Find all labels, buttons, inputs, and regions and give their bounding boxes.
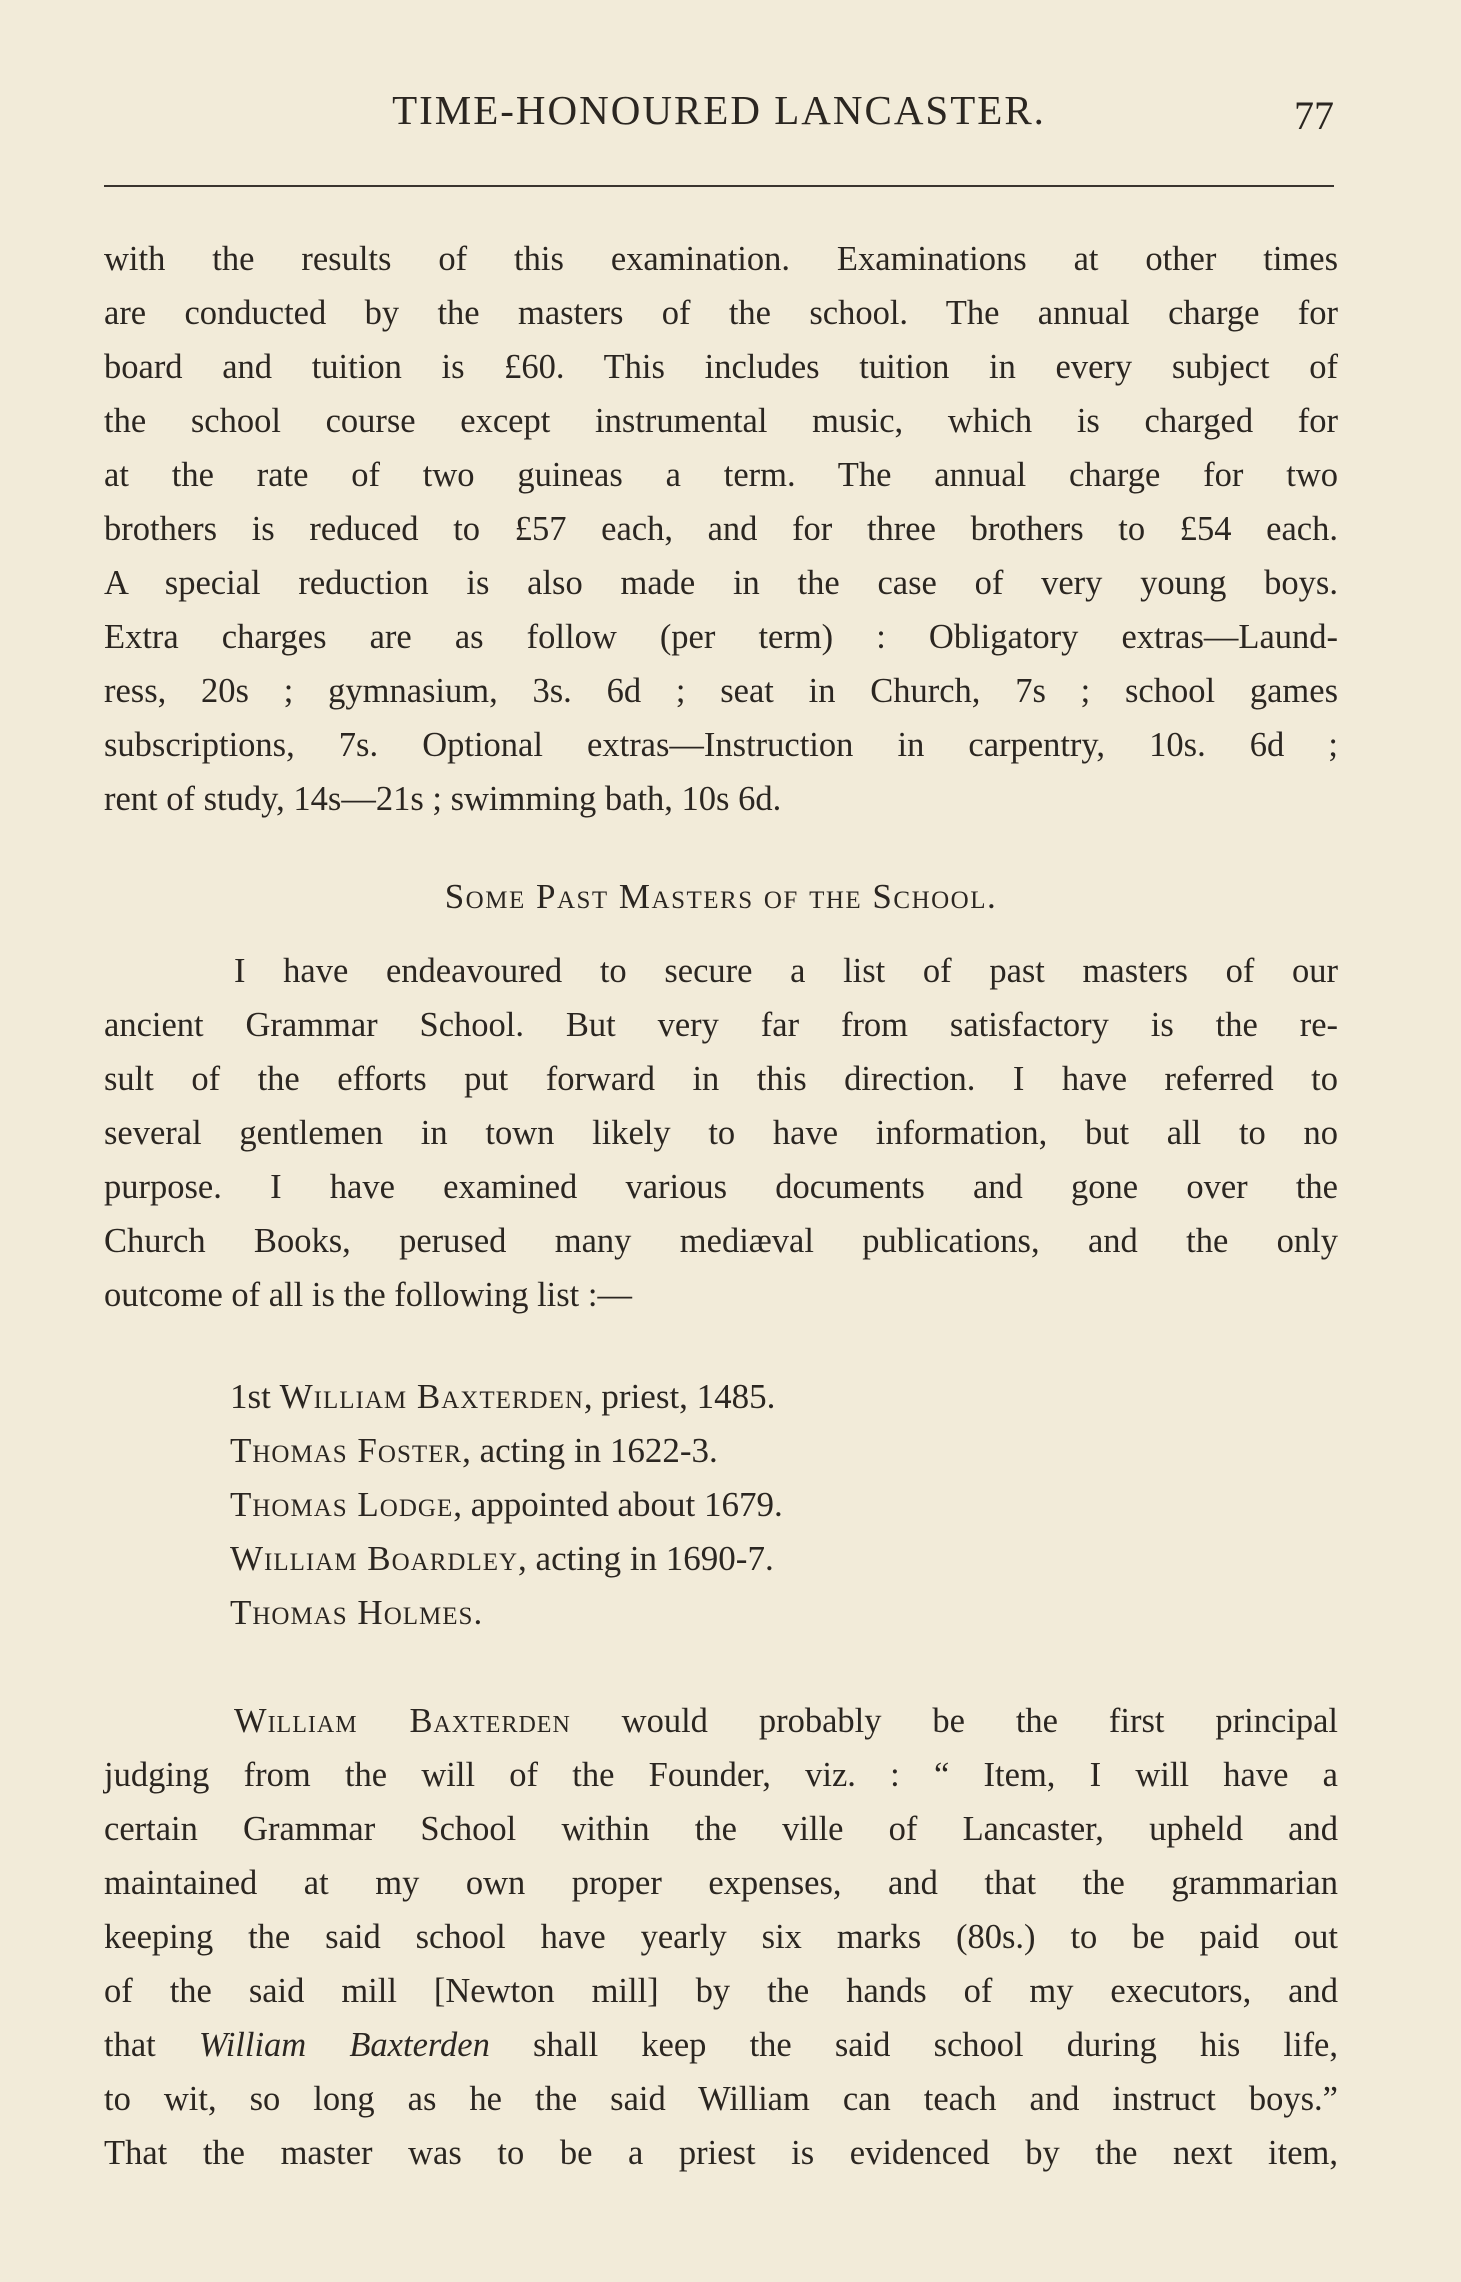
text-line: outcome of all is the following list :— [104,1276,632,1314]
master-detail: , acting in 1690-7. [518,1539,774,1578]
text-line: ress, 20s ; gymnasium, 3s. 6d ; seat in Church, 7s ; school games [104,672,1338,710]
text-line: rent of study, 14s—21s ; swimming bath, 10s 6d. [104,780,782,818]
text-span: that [104,2026,199,2064]
text-line [104,1694,1338,1748]
text-line: subscriptions, 7s. Optional extras—Instruction in carpentry, 10s. 6d ; [104,726,1338,764]
masters-list [230,1370,1338,1640]
list-item [230,1532,1338,1586]
page-number: 77 [1294,93,1334,138]
master-name: Thomas Foster [230,1431,463,1470]
body-text [104,232,1338,2180]
text-line: maintained at my own proper expenses, and that the grammarian [104,1864,1338,1902]
master-name: William Baxterden [234,1702,571,1740]
text-line: sult of the efforts put forward in this direction. I have referred to [104,1060,1338,1098]
master-detail: , appointed about 1679. [453,1485,783,1524]
text-line: purpose. I have examined various documents and gone over the [104,1168,1338,1206]
text-line: to wit, so long as he the said William can teach and instruct boys.” [104,2080,1338,2118]
text-span: would probably be the first principal [570,1702,1338,1740]
running-title: TIME-HONOURED LANCASTER. [392,87,1046,133]
master-detail: , priest, 1485. [583,1377,776,1416]
master-name: Thomas Lodge [230,1485,454,1524]
text-line: Extra charges are as follow (per term) : Obligatory extras—Laund- [104,618,1338,656]
master-name: William Baxterden [279,1377,584,1416]
list-item [230,1424,1338,1478]
text-line: are conducted by the masters of the school. The annual charge for [104,294,1338,332]
text-line: at the rate of two guineas a term. The annual charge for two [104,456,1338,494]
text-line: I have endeavoured to secure a list of past masters of our [234,952,1338,990]
text-line: certain Grammar School within the ville of Lancaster, upheld and [104,1810,1338,1848]
list-item [230,1586,1338,1640]
text-line: board and tuition is £60. This includes tuition in every subject of [104,348,1338,386]
text-line: judging from the will of the Founder, viz. : “ Item, I will have a [104,1756,1338,1794]
text-line: with the results of this examination. Examinations at other times [104,240,1338,278]
text-line: That the master was to be a priest is evidenced by the next item, [104,2134,1338,2172]
text-line: Church Books, perused many mediæval publications, and the only [104,1222,1338,1260]
text-span: shall keep the said school during his life, [489,2026,1338,2064]
text-line: brothers is reduced to £57 each, and for three brothers to £54 each. [104,510,1338,548]
section-heading: Some Past Masters of the School. [444,877,998,916]
text-line: of the said mill [Newton mill] by the hands of my executors, and [104,1972,1338,2010]
master-detail: . [473,1593,483,1632]
text-line: several gentlemen in town likely to have information, but all to no [104,1114,1338,1152]
text-line: keeping the said school have yearly six marks (80s.) to be paid out [104,1918,1338,1956]
master-name: Thomas Holmes [230,1593,474,1632]
italic-name: William Baxterden [198,2026,490,2064]
header-rule [104,185,1334,187]
text-line: ancient Grammar School. But very far from satisfactory is the re- [104,1006,1338,1044]
text-line: the school course except instrumental music, which is charged for [104,402,1338,440]
text-line [104,2018,1338,2072]
master-detail: , acting in 1622-3. [462,1431,718,1470]
text-line: A special reduction is also made in the case of very young boys. [104,564,1338,602]
list-item [230,1370,1338,1424]
master-name: William Boardley [230,1539,519,1578]
running-head [104,82,1334,142]
master-prefix: 1st [230,1377,280,1416]
list-item [230,1478,1338,1532]
